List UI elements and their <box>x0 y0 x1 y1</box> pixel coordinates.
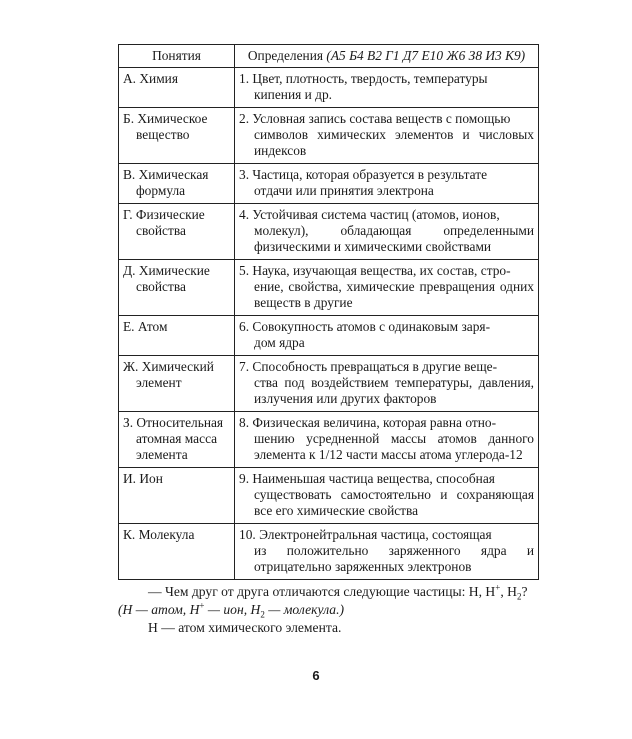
concept-label-cont: атомная масса элемента <box>136 431 218 462</box>
definition-cell <box>235 260 539 316</box>
question-sep: , H <box>500 584 517 599</box>
definition-number: 9. <box>239 471 250 486</box>
concept-label: Д. Химические <box>123 263 210 278</box>
concept-label: Г. Физические <box>123 207 205 222</box>
concept-cell <box>119 260 235 316</box>
definition-cell <box>235 468 539 524</box>
concept-label: З. Относительная <box>123 415 224 430</box>
definition-text: Устойчивая система частиц (атомов, ионов, <box>252 207 500 222</box>
concept-label-cont: элемент <box>136 375 182 390</box>
header-definitions <box>235 45 539 68</box>
definition-text-cont: ства под воздействием температуры, давления, излучения или других факторов <box>254 375 534 406</box>
concept-cell <box>119 524 235 580</box>
definition-cell <box>235 164 539 204</box>
answer-open: (H — атом, H <box>118 602 200 617</box>
definition-cell <box>235 68 539 108</box>
definition-number: 1. <box>239 71 250 86</box>
definition-number: 2. <box>239 111 250 126</box>
definition-number: 3. <box>239 167 250 182</box>
answer-mid: — ион, H <box>204 602 261 617</box>
definition-text: Условная запись состава веществ с помощью <box>252 111 511 126</box>
definition-text: Совокупность атомов с одинаковым заря- <box>252 319 491 334</box>
definition-text-cont: молекул), обладающая определенными физическими и химическими свойствами <box>254 223 534 254</box>
question-end: ? <box>521 584 528 599</box>
concept-cell <box>119 68 235 108</box>
definition-text-cont: из положительно заряженного ядра и отрицательно заряженных электронов <box>254 543 534 574</box>
answer-line <box>118 601 548 619</box>
definition-number: 4. <box>239 207 250 222</box>
table-row <box>119 204 539 260</box>
concept-cell <box>119 468 235 524</box>
concepts-matching-table <box>118 44 539 580</box>
table-row <box>119 68 539 108</box>
definition-number: 5. <box>239 263 250 278</box>
definition-text-cont: символов химических элементов и числовых индексов <box>254 127 534 158</box>
answer-sub: 2 <box>260 609 265 620</box>
definition-number: 7. <box>239 359 250 374</box>
definition-cell <box>235 108 539 164</box>
concept-label-cont: свойства <box>136 279 186 294</box>
definition-text: Электронейтральная частица, состоящая <box>259 527 492 542</box>
definition-text-cont: дом ядра <box>254 335 305 350</box>
definition-text-cont: шению усредненной массы атомов данного элемента к 1/12 части массы атома углерода-12 <box>254 431 534 462</box>
concept-cell <box>119 108 235 164</box>
definition-text-cont: кипения и др. <box>254 87 332 102</box>
answer-end: — молекула.) <box>264 602 345 617</box>
question-line <box>118 583 548 601</box>
concept-label-cont: вещество <box>136 127 190 142</box>
concept-cell <box>119 356 235 412</box>
concept-label-cont: свойства <box>136 223 186 238</box>
definition-text-cont: ение, свойства, химические превращения одних веществ в другие <box>254 279 534 310</box>
definition-text-cont: отдачи или принятия электрона <box>254 183 434 198</box>
table-header-row <box>119 45 539 68</box>
definition-cell <box>235 524 539 580</box>
note-line: H — атом химического элемента. <box>148 620 342 635</box>
definition-cell <box>235 316 539 356</box>
answer-sup: + <box>199 600 205 611</box>
table-row <box>119 260 539 316</box>
concept-label: В. Химическая <box>123 167 209 182</box>
definition-text: Физическая величина, которая равна отно- <box>252 415 497 430</box>
concept-label: А. Химия <box>123 71 179 86</box>
definition-text-cont: существовать самостоятельно и сохраняющая все его химические свойства <box>254 487 534 518</box>
definition-number: 6. <box>239 319 250 334</box>
concept-cell <box>119 412 235 468</box>
table-row <box>119 164 539 204</box>
question-sup: + <box>495 582 501 593</box>
table-row <box>119 412 539 468</box>
header-definitions-label: Определения <box>247 48 324 63</box>
definition-cell <box>235 412 539 468</box>
table-row <box>119 108 539 164</box>
concept-label-cont: формула <box>136 183 186 198</box>
definition-text: Наука, изучающая вещества, их состав, стро- <box>252 263 511 278</box>
concept-cell <box>119 204 235 260</box>
definition-text: Наименьшая частица вещества, способная <box>252 471 495 486</box>
definition-text: Способность превращаться в другие веще- <box>252 359 498 374</box>
concept-label: Б. Химическое <box>123 111 208 126</box>
concept-label: К. Молекула <box>123 527 195 542</box>
table-row <box>119 316 539 356</box>
concept-cell <box>119 164 235 204</box>
table-row <box>119 468 539 524</box>
concept-label: Ж. Химический <box>123 359 214 374</box>
table-row <box>119 356 539 412</box>
definition-text: Цвет, плотность, твердость, температуры <box>252 71 488 86</box>
definition-number: 10. <box>239 527 256 542</box>
definition-text: Частица, которая образуется в результате <box>252 167 488 182</box>
dialogue-block <box>118 583 548 637</box>
question-sub: 2 <box>516 591 522 602</box>
question-text: — Чем друг от друга отличаются следующие частицы: H, H <box>148 584 496 599</box>
header-concepts: Понятия <box>119 45 235 68</box>
page-number: 6 <box>312 668 320 683</box>
definition-cell <box>235 356 539 412</box>
definition-number: 8. <box>239 415 250 430</box>
concept-label: Е. Атом <box>123 319 168 334</box>
header-answer-codes: (А5 Б4 В2 Г1 Д7 Е10 Ж6 З8 И3 К9) <box>326 48 526 63</box>
concept-label: И. Ион <box>123 471 163 486</box>
concept-cell <box>119 316 235 356</box>
definition-cell <box>235 204 539 260</box>
table-row <box>119 524 539 580</box>
